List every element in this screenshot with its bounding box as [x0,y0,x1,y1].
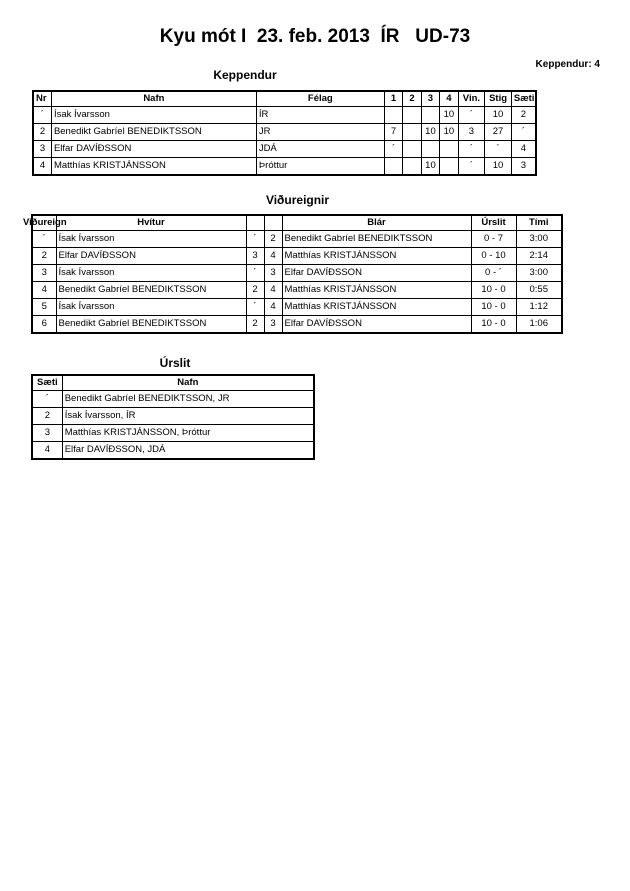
col-points: Stig [485,91,512,107]
match-blue: Benedikt Gabríel BENEDIKTSSON [282,231,471,248]
score-r2 [403,124,421,141]
table-row [32,265,562,282]
match-blue-nr: 3 [264,316,282,334]
participant-name: Benedikt Gabríel BENEDIKTSSON [51,124,256,141]
matches-heading: Viðureignir [265,193,330,207]
match-no: 2 [32,248,56,265]
col-place: Sæti [511,91,536,107]
result-place: 3 [32,425,62,442]
participant-wins: ´ [458,141,485,158]
match-white: Benedikt Gabríel BENEDIKTSSON [56,282,246,299]
match-blue: Matthías KRISTJÁNSSON [282,248,471,265]
result-name: Elfar DAVÍÐSSON, JDÁ [62,442,314,460]
table-row [32,299,562,316]
match-blue-nr: 2 [264,231,282,248]
participant-club: JR [256,124,384,141]
score-r1: 7 [384,124,402,141]
match-time: 2:14 [516,248,562,265]
match-blue: Matthías KRISTJÁNSSON [282,299,471,316]
match-white-nr: 2 [246,316,264,334]
result-name: Matthías KRISTJÁNSSON, Þróttur [62,425,314,442]
match-blue: Elfar DAVÍÐSSON [282,316,471,334]
col-white: Hvítur [56,215,246,231]
match-result: 0 - ´ [471,265,516,282]
match-white-nr: 2 [246,282,264,299]
match-result: 0 - 7 [471,231,516,248]
match-no: 6 [32,316,56,334]
participants-header-row [33,91,536,107]
col-blue-nr [264,215,282,231]
participant-nr: ´ [33,107,51,124]
col-blue: Blár [282,215,471,231]
match-result: 10 - 0 [471,282,516,299]
score-r3 [421,107,439,124]
result-name: Ísak Ívarsson, ÍR [62,408,314,425]
match-blue: Elfar DAVÍÐSSON [282,265,471,282]
participant-count: Keppendur: 4 [535,59,600,70]
table-row [32,408,314,425]
participant-name: Matthías KRISTJÁNSSON [51,158,256,176]
score-r2 [403,158,421,176]
matches-table [23,214,563,334]
match-result: 0 - 10 [471,248,516,265]
col-result-name: Nafn [62,375,314,391]
score-r4: 10 [440,107,458,124]
table-row [33,158,536,176]
table-row [33,141,536,158]
table-row [32,391,314,408]
match-time: 3:00 [516,231,562,248]
match-white: Ísak Ívarsson [56,265,246,282]
participant-nr: 4 [33,158,51,176]
match-no: ´ [32,231,56,248]
score-r2 [403,107,421,124]
results-table [31,374,315,460]
match-blue-nr: 4 [264,282,282,299]
page-title: Kyu mót I 23. feb. 2013 ÍR UD-73 [159,26,471,47]
table-row [33,124,536,141]
participant-points: ´ [485,141,512,158]
score-r1 [384,107,402,124]
col-name: Nafn [51,91,256,107]
match-result: 10 - 0 [471,299,516,316]
score-r4: 10 [440,124,458,141]
match-blue-nr: 4 [264,299,282,316]
result-place: ´ [32,391,62,408]
participant-wins: 3 [458,124,485,141]
result-place: 4 [32,442,62,460]
results-heading: Úrslit [159,356,191,370]
score-r3 [421,141,439,158]
match-white-nr: ´ [246,299,264,316]
match-blue: Matthías KRISTJÁNSSON [282,282,471,299]
col-r1: 1 [384,91,402,107]
result-place: 2 [32,408,62,425]
match-white-nr: 3 [246,248,264,265]
participant-nr: 3 [33,141,51,158]
participant-wins: ´ [458,107,485,124]
match-white: Ísak Ívarsson [56,299,246,316]
match-time: 1:06 [516,316,562,334]
table-row [32,248,562,265]
table-row [32,425,314,442]
match-white-nr: ´ [246,265,264,282]
col-club: Félag [256,91,384,107]
participant-points: 10 [485,158,512,176]
score-r3: 10 [421,158,439,176]
col-nr: Nr [33,91,51,107]
participant-wins: ´ [458,158,485,176]
table-row [32,316,562,334]
score-r4 [440,158,458,176]
match-time: 1:12 [516,299,562,316]
col-time: Tími [516,215,562,231]
match-blue-nr: 3 [264,265,282,282]
match-result: 10 - 0 [471,316,516,334]
participant-club: Þróttur [256,158,384,176]
participant-name: Elfar DAVÍÐSSON [51,141,256,158]
score-r2 [403,141,421,158]
col-r2: 2 [403,91,421,107]
participant-nr: 2 [33,124,51,141]
match-white-nr: ´ [246,231,264,248]
table-row [32,282,562,299]
participants-heading: Keppendur [213,68,277,82]
match-time: 3:00 [516,265,562,282]
col-match-no-label: Viðureign [23,217,67,228]
match-no: 3 [32,265,56,282]
participant-place: 4 [511,141,536,158]
match-white: Elfar DAVÍÐSSON [56,248,246,265]
match-no: 4 [32,282,56,299]
score-r4 [440,141,458,158]
result-name: Benedikt Gabríel BENEDIKTSSON, JR [62,391,314,408]
table-row [33,107,536,124]
results-header-row [32,375,314,391]
col-result: Úrslit [471,215,516,231]
col-r3: 3 [421,91,439,107]
score-r3: 10 [421,124,439,141]
table-row [32,442,314,460]
match-time: 0:55 [516,282,562,299]
col-r4: 4 [440,91,458,107]
participant-place: 2 [511,107,536,124]
table-row [32,231,562,248]
col-match-no [23,215,67,231]
score-r1 [384,158,402,176]
participant-place: ´ [511,124,536,141]
match-white: Ísak Ívarsson [56,231,246,248]
participant-club: ÍR [256,107,384,124]
matches-header-row [32,215,562,231]
participant-points: 10 [485,107,512,124]
match-white: Benedikt Gabríel BENEDIKTSSON [56,316,246,334]
participant-name: Ísak Ívarsson [51,107,256,124]
match-no: 5 [32,299,56,316]
col-result-place: Sæti [32,375,62,391]
participant-points: 27 [485,124,512,141]
participant-place: 3 [511,158,536,176]
col-white-nr [246,215,264,231]
col-wins: Vin. [458,91,485,107]
participants-table [32,90,537,176]
match-blue-nr: 4 [264,248,282,265]
participant-club: JDÁ [256,141,384,158]
score-r1: ´ [384,141,402,158]
